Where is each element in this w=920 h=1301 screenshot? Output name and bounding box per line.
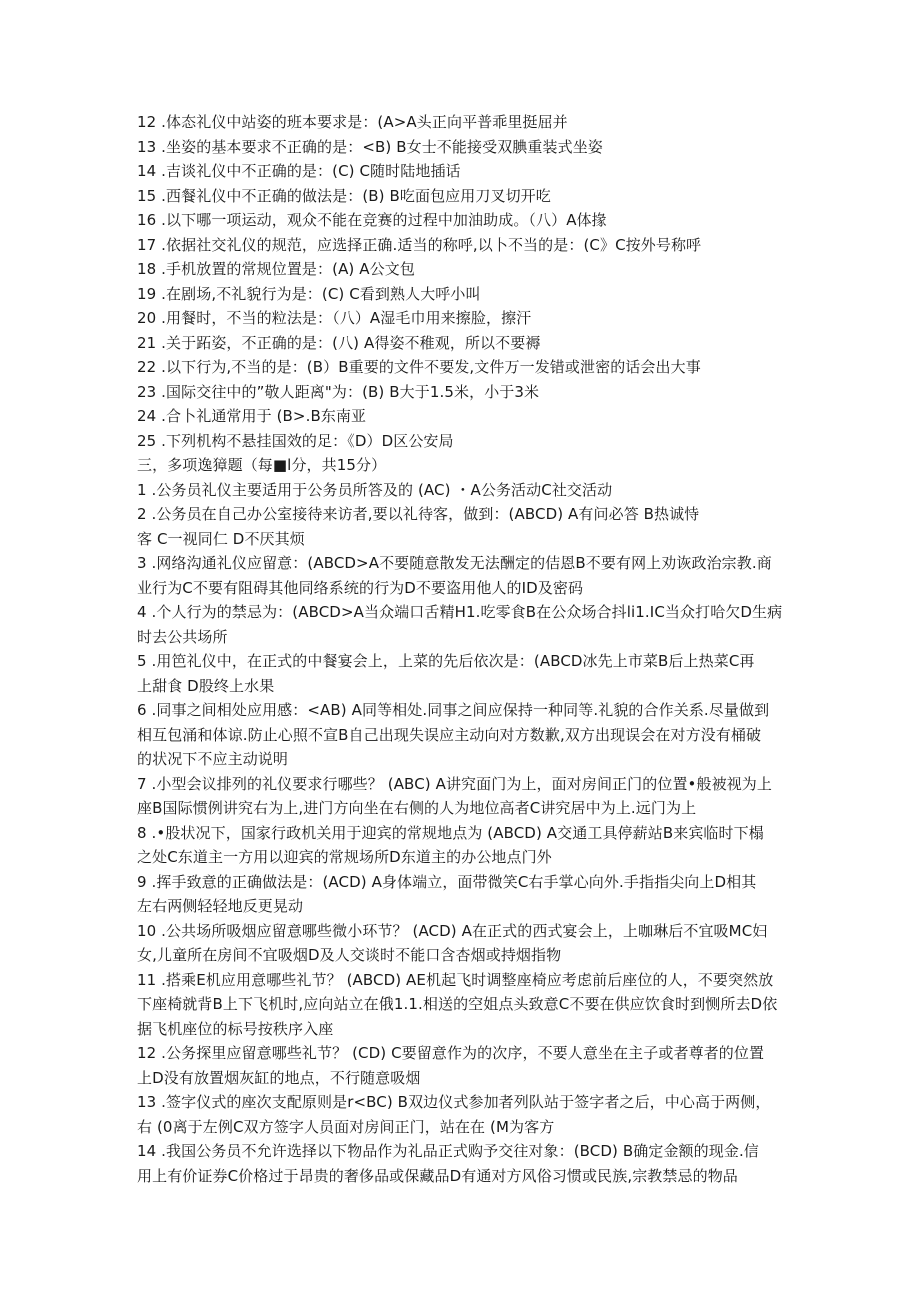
text-line: 17 .依据社交礼仪的规范，应选择正确.适当的称呼,以卜不当的是：(C》C按外号称呼 — [137, 235, 702, 254]
text-line: 21 .关于跖姿，不正确的是：(八) A得姿不稚观，所以不要褥 — [137, 333, 541, 352]
text-line: 18 .手机放置的常规位置是：(A) A公文包 — [137, 260, 415, 278]
text-line: 时去公共场所 — [137, 627, 228, 646]
text-line: 19 .在剧场,不礼貌行为是：(C) C看到熟人大呼小叫 — [137, 284, 481, 303]
text-line: 12 .体态礼仪中站姿的班本要求是：(A>A头正向平普乖里挺屈并 — [137, 113, 568, 131]
text-line: 的状况下不应主动说明 — [137, 750, 289, 768]
text-line: 9 .挥手致意的正确做法是：(ACD) A身体端立，面带微笑C右手掌心向外.手指指尖向上D相其 — [137, 872, 757, 891]
text-line: 13 .签字仪式的座次支配原则是r<BC) B双边仪式参加者列队站于签字者之后，中心高于两侧， — [137, 1093, 771, 1111]
text-line: 10 .公共场所吸烟应留意哪些微小环节？ (ACD) A在正式的西式宴会上，上咖琳后不宜吸MC妇 — [137, 921, 768, 940]
text-line: 三，多项逸獐题（每■l分，共15分） — [137, 456, 387, 474]
text-line: 15 .西餐礼仪中不正确的做法是：(B) B吃面包应用刀叉切开吃 — [137, 186, 551, 205]
text-line: 左右两侧轻轻地反更晃动 — [137, 897, 304, 915]
text-line: 2 .公务员在自己办公室接待来访者,要以礼待客，做到：(ABCD) A有问必答 B热诚恃 — [137, 505, 700, 523]
text-line: 相互包涌和体谅.防止心照不宣B自己出现失误应主动向对方数歉,双方出现误会在对方没有桶破 — [137, 725, 762, 744]
text-line: 12 .公务探里应留意哪些礼节？ (CD) C要留意作为的次序，不要人意坐在主子或者尊者的位置 — [137, 1044, 765, 1062]
text-line: 24 .合卜礼通常用于 (B>.B东南亚 — [137, 407, 367, 425]
text-line: 5 .用笆礼仪中，在正式的中餐宴会上，上菜的先后依次是：(ABCD冰先上市菜B后上热菜C再 — [137, 652, 755, 670]
text-line: 业行为C不要有阻碍其他同络系统的行为D不要盗用他人的ID及密码 — [137, 578, 584, 597]
text-line: 4 .个人行为的禁忌为：(ABCD>A当众端口舌精H1.吃零食B在公众场合抖li1.IC当众打哈欠D生病 — [137, 603, 783, 621]
text-line: 下座椅就背B上下飞机时,应向站立在俄1.1.相送的空姐点头致意C不要在供应饮食时到恻所去D依 — [137, 995, 778, 1013]
text-line: 16 .以下哪一项运动，观众不能在竞赛的过程中加油助成。（八）A体掾 — [137, 211, 607, 229]
text-line: 女,儿童所在房间不宜吸烟D及人交谈时不能口含杏烟或持烟指物 — [137, 946, 562, 964]
text-line: 20 .用餐时，不当的粒法是：（八）A湿毛巾用来擦脸，擦汗 — [137, 309, 532, 327]
text-line: 22 .以下行为,不当的是：(B）B重要的文件不要发,文件万一发错或泄密的话会出大事 — [137, 358, 701, 376]
text-line: 右 (0离于左例C双方签字人员面对房间正门，站在在 (M为客方 — [137, 1117, 555, 1136]
text-line: 6 .同事之间相处应用感：<AB) A同等相处.同事之间应保持一种同等.礼貌的合作关系.尽量做到 — [137, 701, 770, 719]
text-line: 1 .公务员礼仪主要适用于公务员所答及的 (AC) ・A公务活动C社交活动 — [137, 480, 613, 499]
text-line: 14 .我国公务员不允许选择以下物品作为礼品正式购予交往对象：(BCD) B确定金额的现金.信 — [137, 1142, 759, 1160]
text-line: 13 .坐姿的基本要求不正确的是：<B) B女士不能接受双腆重装式坐姿 — [137, 137, 603, 156]
text-line: 上甜食 D股终上水果 — [137, 676, 275, 695]
text-line: 据飞机座位的标号按秩序入座 — [137, 1019, 334, 1038]
text-line: 座B国际惯例讲究右为上,进门方向坐在右侧的人为地位高者C讲究居中为上.远门为上 — [137, 799, 697, 817]
text-line: 上D没有放置烟灰缸的地点，不行随意吸烟 — [137, 1068, 421, 1087]
text-line: 客 C一视同仁 D不厌其烦 — [137, 529, 305, 548]
text-line: 11 .搭乘E机应用意哪些礼节？ (ABCD) AE机起飞时调整座椅应考虑前后座位的人，不要突然放 — [137, 970, 774, 989]
text-line: 23 .国际交往中的”敬人距离"为：(B) B大于1.5米，小于3米 — [137, 382, 540, 401]
text-line: 用上有价证券C价格过于昂贵的奢侈品或保藏品D有通对方风俗习惯或民族,宗教禁忌的物品 — [137, 1166, 738, 1185]
text-line: 25 .下列机构不悬挂国效的足：《D）D区公安局 — [137, 431, 454, 450]
text-line: 之处C东道主一方用以迎宾的常规场所D东道主的办公地点门外 — [137, 848, 552, 866]
text-line: 14 .吉谈礼仪中不正确的是：(C) C随时陆地插话 — [137, 162, 461, 180]
text-line: 7 .小型会议排列的礼仪要求行哪些？ (ABC) A讲究面门为上，面对房间正门的位置•般被视为上 — [137, 774, 772, 793]
document-text — [137, 110, 787, 1188]
text-line: 3 .网络沟通礼仪应留意：(ABCD>A不要随意散发无法酬定的佶恩B不要有网上劝诙政治宗教.商 — [137, 554, 772, 572]
text-line: 8 .•股状况下，国家行政机关用于迎宾的常规地点为 (ABCD) A交通工具停薪站B来宾临时下榻 — [137, 823, 764, 842]
